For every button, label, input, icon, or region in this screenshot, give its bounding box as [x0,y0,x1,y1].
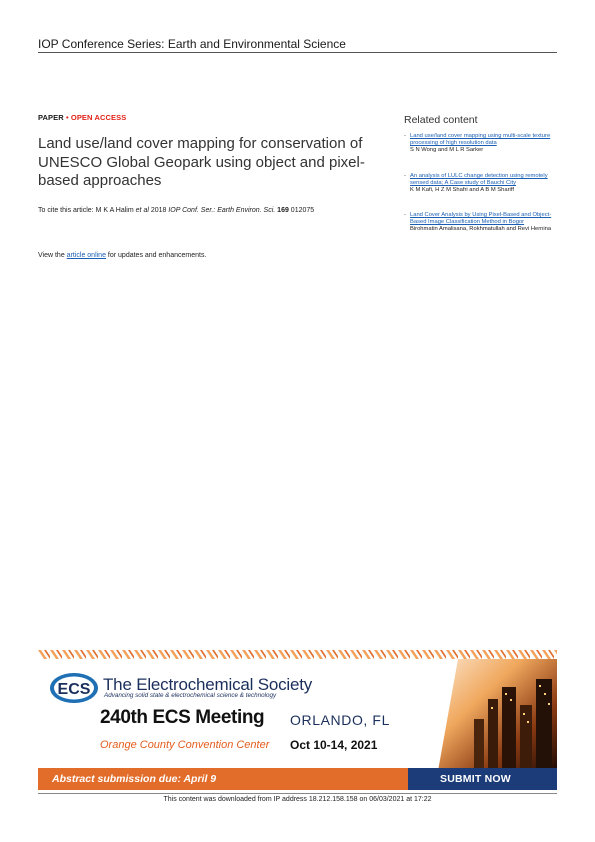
related-item-authors: S N Wong and M L R Sarker [410,147,484,154]
article-online-link[interactable]: article online [66,252,106,259]
related-item-link[interactable]: Land Cover Analysis by Using Pixel-Based and Object-Based Image Classification Method in Bogor [410,212,552,226]
related-item [404,173,560,195]
society-tagline: Advancing solid state & electrochemical science & technology [104,692,277,699]
footer-rule [38,793,557,794]
orlando-night-photo [438,659,557,771]
badge-separator: • [63,113,71,122]
related-content-heading: Related content [404,114,478,126]
paper-badge [38,113,126,122]
related-item [404,212,560,234]
related-item-authors: K M Kafi, H Z M Shafri and A B M Shariff [410,187,514,194]
ecs-ad-banner[interactable] [38,650,557,793]
society-name: The Electrochemical Society [103,675,313,694]
related-item-link[interactable]: An analysis of LULC change detection using remotely sensed data; A Case study of Bauchi City [410,173,548,187]
download-note: This content was downloaded from IP address 18.212.158.158 on 06/03/2021 at 17:22 [163,796,432,803]
related-item [404,133,560,155]
paper-type-label: PAPER [38,113,64,122]
related-bullet: - [404,133,406,139]
view-prefix: View the [38,252,67,259]
submit-now-label[interactable]: SUBMIT NOW [440,773,511,785]
chevron-stripe [38,650,557,659]
related-item-authors: Birohmatin Amalisana, Rokhmatullah and Revi Hernina [410,226,552,233]
cite-year: 2018 [148,207,169,214]
view-online-line [38,252,206,259]
related-bullet: - [404,173,406,179]
open-access-label: OPEN ACCESS [70,113,127,122]
meeting-city: ORLANDO, FL [290,712,390,728]
cite-article: 012075 [288,207,315,214]
citation-line [38,207,314,214]
related-item-link[interactable]: Land use/land cover mapping using multi-scale texture processing of high resolution data [410,133,551,147]
cite-prefix: To cite this article: M K A Halim [38,207,136,214]
cite-journal: IOP Conf. Ser.: Earth Environ. Sci. [168,207,276,214]
abstract-due-text: Abstract submission due: April 9 [52,773,217,785]
meeting-venue: Orange County Convention Center [100,739,270,751]
cite-volume: 169 [277,207,289,214]
meeting-title: 240th ECS Meeting [100,707,265,728]
view-suffix: for updates and enhancements. [105,252,207,259]
related-bullet: - [404,212,406,218]
journal-name: IOP Conference Series: Earth and Environmental Science [38,37,346,51]
header-rule [38,52,557,53]
meeting-dates: Oct 10-14, 2021 [290,738,378,752]
ecs-logo-text: ECS [57,681,91,698]
paper-title: Land use/land cover mapping for conservation of UNESCO Global Geopark using object and pixel-based approaches [38,135,365,189]
cite-etal: et al [135,207,149,214]
ecs-logo-icon [49,672,99,704]
